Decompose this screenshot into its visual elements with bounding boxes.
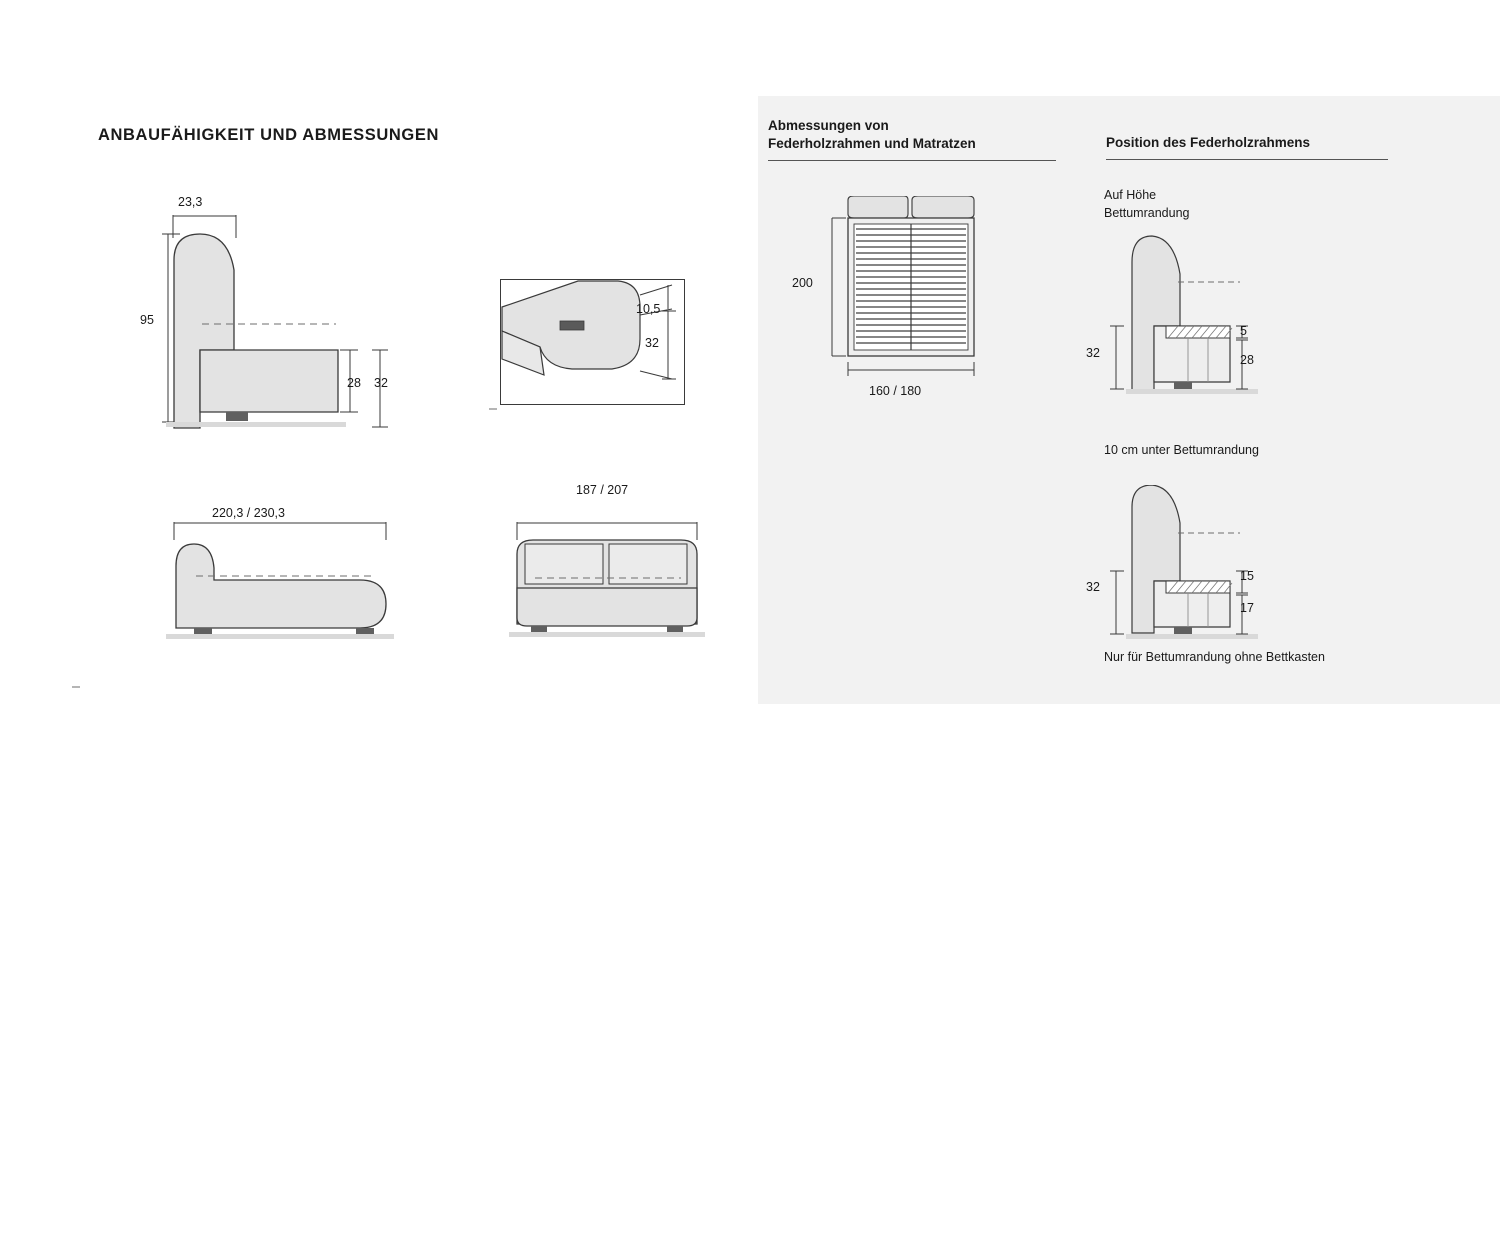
dim-detail-thickness: 10,5 xyxy=(636,302,661,316)
dim-side-inner-height: 28 xyxy=(347,376,361,390)
stray-mark-2 xyxy=(72,686,80,688)
bed-length-view-figure xyxy=(160,500,420,645)
dim-position-top-lower: 28 xyxy=(1240,353,1254,367)
heading-mattress-dimensions xyxy=(768,117,1056,161)
dim-position-bottom-lower: 17 xyxy=(1240,601,1254,615)
dim-mattress-width: 160 / 180 xyxy=(869,384,922,398)
dim-position-bottom-upper: 15 xyxy=(1240,569,1254,583)
corner-detail-figure xyxy=(500,279,720,409)
label-position-top xyxy=(1104,186,1189,222)
footnote-bettumrandung: Nur für Bettumrandung ohne Bettkasten xyxy=(1104,650,1325,664)
position-bottom-figure xyxy=(1090,485,1290,660)
dim-length: 220,3 / 230,3 xyxy=(212,506,285,520)
dim-side-outer-height: 32 xyxy=(374,376,388,390)
heading-mattress-line1: Abmessungen von xyxy=(768,118,889,133)
slat-frame-top-view-figure xyxy=(820,196,1000,381)
heading-mattress-line2: Federholzrahmen und Matratzen xyxy=(768,136,976,152)
bed-side-view-figure xyxy=(140,190,420,445)
stray-mark-1 xyxy=(489,408,497,410)
heading-slat-position: Position des Federholzrahmens xyxy=(1106,134,1388,160)
dim-position-top-upper: 5 xyxy=(1240,324,1247,338)
label-position-top-line2: Bettumrandung xyxy=(1104,206,1190,221)
position-top-figure xyxy=(1090,230,1290,405)
page-title: ANBAUFÄHIGKEIT UND ABMESSUNGEN xyxy=(98,126,439,144)
dim-mattress-length: 200 xyxy=(792,276,813,290)
dim-position-bottom-total: 32 xyxy=(1086,580,1100,594)
dim-front-width: 187 / 207 xyxy=(576,483,629,497)
dim-side-height: 95 xyxy=(140,313,154,327)
dim-detail-height: 32 xyxy=(645,336,659,350)
bed-front-view-figure xyxy=(505,500,725,645)
dim-position-top-total: 32 xyxy=(1086,346,1100,360)
label-position-top-line1: Auf Höhe xyxy=(1104,188,1157,202)
label-position-bottom: 10 cm unter Bettumrandung xyxy=(1104,443,1259,457)
dim-side-width: 23,3 xyxy=(178,195,203,209)
